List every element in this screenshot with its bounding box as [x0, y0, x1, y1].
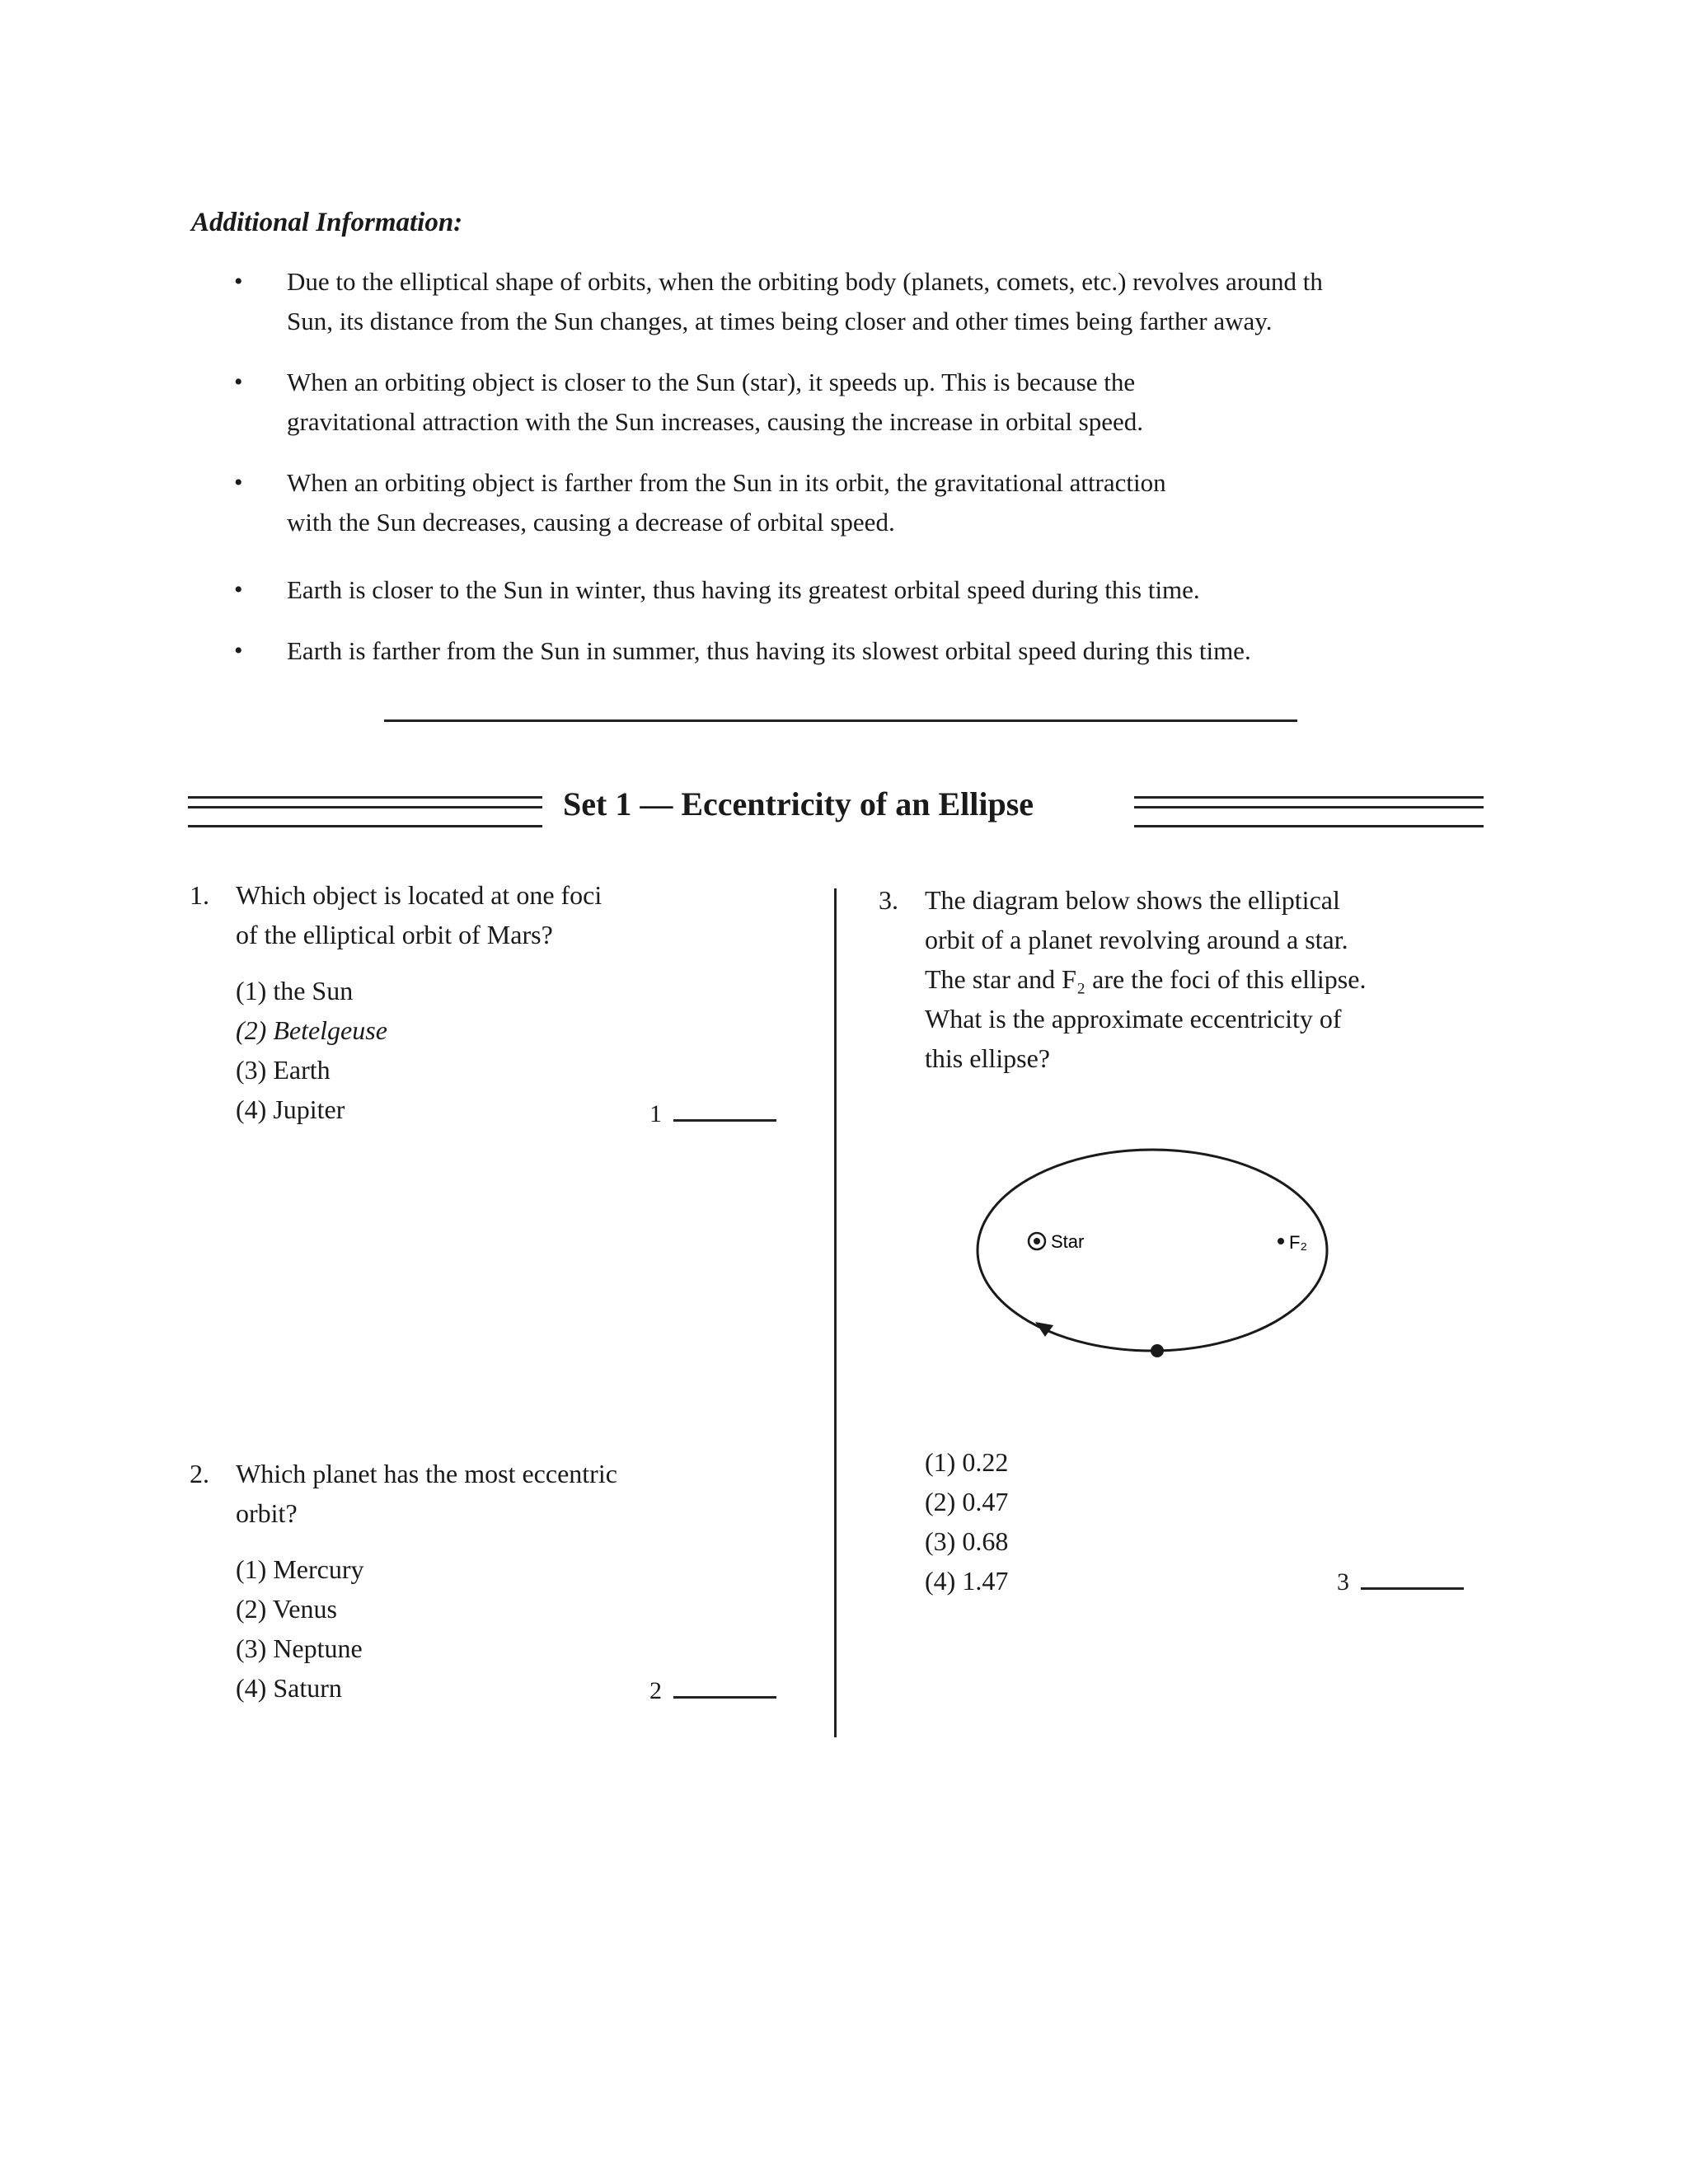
bullet-item — [231, 262, 1484, 341]
question-line: The diagram below shows the elliptical — [925, 885, 1340, 915]
orbit-direction-arrow-icon — [1035, 1322, 1053, 1337]
question-text — [236, 875, 602, 954]
focus-f2-dot — [1278, 1238, 1284, 1244]
bullet-item — [231, 631, 1484, 671]
column-divider — [834, 888, 837, 1737]
question-2-options — [236, 1549, 363, 1708]
answer-choice[interactable]: (3) 0.68 — [925, 1526, 1009, 1556]
question-text — [925, 880, 1366, 1078]
question-3-options — [925, 1442, 1008, 1601]
answer-blank[interactable] — [1361, 1566, 1464, 1590]
answer-slot-2 — [649, 1675, 776, 1705]
orbit-diagram — [973, 1129, 1335, 1376]
question-line: Which planet has the most eccentric — [236, 1459, 617, 1488]
question-line: orbit of a planet revolving around a star. — [925, 925, 1348, 954]
answer-slot-1 — [649, 1098, 776, 1128]
question-2 — [190, 1454, 816, 1536]
additional-info-heading: Additional Information: — [191, 208, 463, 237]
bullet-dot-icon: • — [234, 576, 243, 603]
answer-choice[interactable]: (3) Neptune — [236, 1633, 363, 1663]
question-number: 2. — [190, 1459, 209, 1488]
section-separator — [384, 719, 1297, 722]
focus-f2-label: F₂ — [1289, 1232, 1307, 1253]
question-line: of the elliptical orbit of Mars? — [236, 920, 553, 949]
question-number: 3. — [879, 885, 898, 915]
title-rule-right — [1134, 796, 1484, 827]
answer-blank[interactable] — [673, 1098, 776, 1122]
star-label: Star — [1051, 1231, 1085, 1252]
answer-slot-number: 3 — [1337, 1568, 1349, 1596]
star-symbol-center — [1034, 1238, 1040, 1244]
question-line: What is the approximate eccentricity of — [925, 1004, 1342, 1033]
answer-choice[interactable]: (4) Jupiter — [236, 1094, 345, 1124]
bullet-line: Due to the elliptical shape of orbits, when the orbiting body (planets, comets, etc.) revolves around th — [287, 267, 1323, 296]
answer-choice[interactable]: (1) the Sun — [236, 976, 354, 1005]
bullet-dot-icon: • — [234, 268, 243, 295]
answer-choice[interactable]: (1) 0.22 — [925, 1447, 1009, 1477]
answer-choice[interactable]: (2) Venus — [236, 1594, 337, 1624]
answer-choice[interactable]: (1) Mercury — [236, 1554, 364, 1584]
bullet-dot-icon: • — [234, 637, 243, 664]
bullet-dot-icon: • — [234, 469, 243, 496]
answer-choice[interactable]: (4) Saturn — [236, 1673, 342, 1703]
additional-info-list — [231, 262, 1484, 671]
answer-slot-3 — [1337, 1566, 1464, 1596]
question-line: Which object is located at one foci — [236, 880, 603, 910]
bullet-line: Sun, its distance from the Sun changes, at times being closer and other times being farther away. — [287, 307, 1273, 335]
bullet-item — [231, 363, 1484, 442]
title-rule-left — [188, 796, 542, 827]
bullet-line: When an orbiting object is closer to the Sun (star), it speeds up. This is because the — [287, 368, 1136, 396]
question-line: this ellipse? — [925, 1043, 1050, 1073]
bullet-line: gravitational attraction with the Sun increases, causing the increase in orbital speed. — [287, 407, 1144, 436]
question-1 — [190, 875, 816, 958]
bullet-line: Earth is closer to the Sun in winter, thus having its greatest orbital speed during this time. — [287, 575, 1200, 604]
answer-blank[interactable] — [673, 1675, 776, 1699]
bullet-line: When an orbiting object is farther from the Sun in its orbit, the gravitational attraction — [287, 468, 1166, 497]
answer-choice[interactable]: (2) 0.47 — [925, 1487, 1009, 1516]
answer-choice[interactable]: (3) Earth — [236, 1055, 331, 1085]
bullet-line: with the Sun decreases, causing a decrease of orbital speed. — [287, 508, 895, 537]
set-title-band — [188, 785, 1484, 834]
bullet-line: Earth is farther from the Sun in summer, thus having its slowest orbital speed during this time. — [287, 636, 1251, 665]
answer-slot-number: 2 — [649, 1677, 662, 1704]
answer-slot-number: 1 — [649, 1100, 662, 1127]
bullet-item — [231, 463, 1484, 542]
answer-choice[interactable]: (2) Betelgeuse — [236, 1015, 387, 1045]
bullet-dot-icon: • — [234, 368, 243, 396]
question-line: orbit? — [236, 1498, 298, 1528]
answer-choice[interactable]: (4) 1.47 — [925, 1566, 1009, 1596]
bullet-item — [231, 570, 1484, 610]
question-3 — [879, 880, 1472, 1086]
question-line: The star and F₂ are the foci of this ellipse. — [925, 964, 1367, 994]
orbit-ellipse — [978, 1150, 1327, 1351]
question-number: 1. — [190, 880, 209, 910]
question-text — [236, 1454, 617, 1533]
set-title: Set 1 — Eccentricity of an Ellipse — [563, 785, 1034, 823]
planet-dot — [1151, 1344, 1164, 1357]
question-1-options — [236, 971, 387, 1129]
